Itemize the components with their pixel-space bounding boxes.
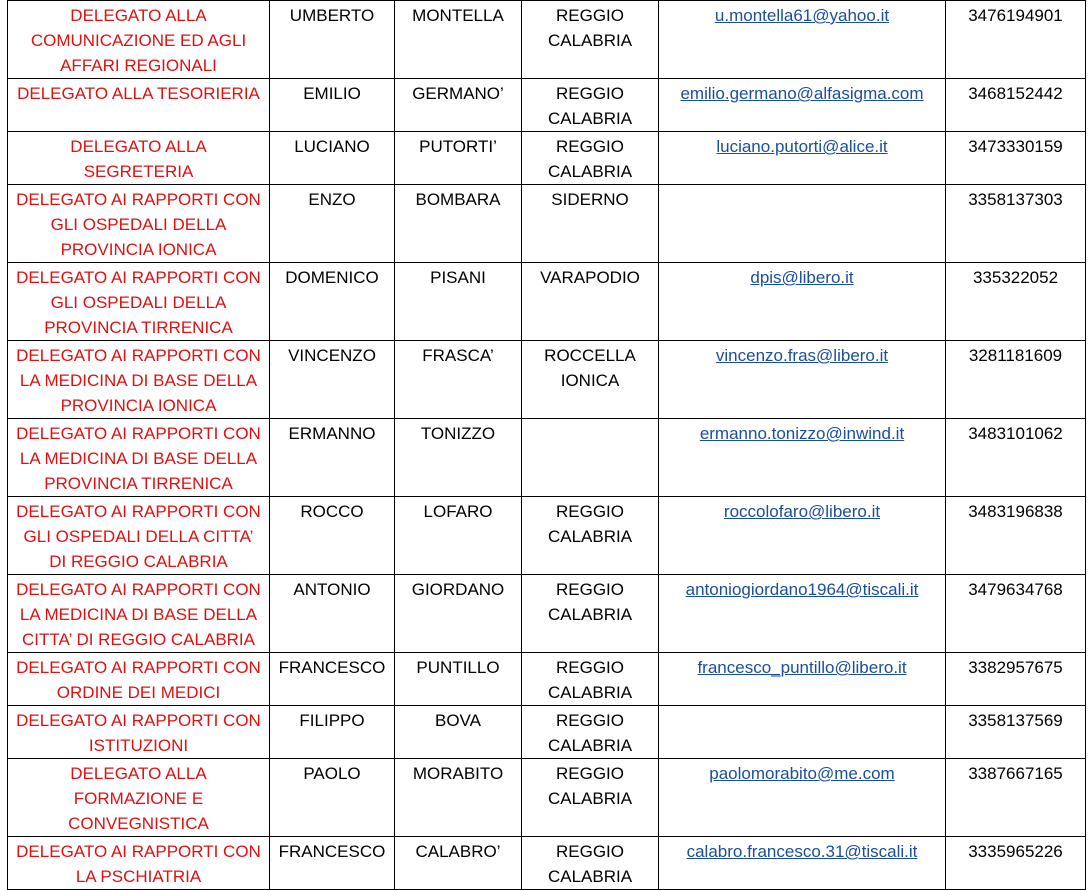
role-cell: DELEGATO ALLA SEGRETERIA bbox=[8, 132, 270, 185]
table-row bbox=[8, 706, 1086, 759]
last-name-cell: PUNTILLO bbox=[395, 653, 522, 706]
table-row bbox=[8, 653, 1086, 706]
email-link[interactable]: dpis@libero.it bbox=[750, 268, 854, 287]
email-cell bbox=[659, 185, 946, 263]
email-link[interactable]: calabro.francesco.31@tiscali.it bbox=[686, 842, 918, 861]
role-cell: DELEGATO AI RAPPORTI CON GLI OSPEDALI DELLA PROVINCIA IONICA bbox=[8, 185, 270, 263]
city-cell: REGGIO CALABRIA bbox=[522, 837, 659, 890]
city-cell: REGGIO CALABRIA bbox=[522, 706, 659, 759]
last-name-cell: GIORDANO bbox=[395, 575, 522, 653]
first-name-cell: ANTONIO bbox=[270, 575, 395, 653]
city-cell: REGGIO CALABRIA bbox=[522, 132, 659, 185]
role-cell: DELEGATO AI RAPPORTI CON ORDINE DEI MEDICI bbox=[8, 653, 270, 706]
city-cell: REGGIO CALABRIA bbox=[522, 759, 659, 837]
table-row bbox=[8, 132, 1086, 185]
email-cell bbox=[659, 263, 946, 341]
table-row bbox=[8, 497, 1086, 575]
city-cell: REGGIO CALABRIA bbox=[522, 653, 659, 706]
last-name-cell: BOMBARA bbox=[395, 185, 522, 263]
last-name-cell: PUTORTI’ bbox=[395, 132, 522, 185]
email-link[interactable]: paolomorabito@me.com bbox=[709, 764, 895, 783]
last-name-cell: MORABITO bbox=[395, 759, 522, 837]
phone-cell: 3468152442 bbox=[946, 79, 1086, 132]
phone-cell: 3483101062 bbox=[946, 419, 1086, 497]
email-link[interactable]: luciano.putorti@alice.it bbox=[716, 137, 888, 156]
role-cell: DELEGATO ALLA COMUNICAZIONE ED AGLI AFFARI REGIONALI bbox=[8, 1, 270, 79]
first-name-cell: VINCENZO bbox=[270, 341, 395, 419]
last-name-cell: CALABRO’ bbox=[395, 837, 522, 890]
email-cell bbox=[659, 575, 946, 653]
first-name-cell: ROCCO bbox=[270, 497, 395, 575]
last-name-cell: GERMANO’ bbox=[395, 79, 522, 132]
last-name-cell: FRASCA’ bbox=[395, 341, 522, 419]
first-name-cell: LUCIANO bbox=[270, 132, 395, 185]
email-link[interactable]: vincenzo.fras@libero.it bbox=[715, 346, 889, 365]
email-cell bbox=[659, 132, 946, 185]
role-cell: DELEGATO AI RAPPORTI CON ISTITUZIONI bbox=[8, 706, 270, 759]
role-cell: DELEGATO AI RAPPORTI CON LA MEDICINA DI BASE DELLA PROVINCIA TIRRENICA bbox=[8, 419, 270, 497]
phone-cell: 3479634768 bbox=[946, 575, 1086, 653]
email-cell bbox=[659, 837, 946, 890]
first-name-cell: PAOLO bbox=[270, 759, 395, 837]
city-cell: REGGIO CALABRIA bbox=[522, 1, 659, 79]
phone-cell: 3358137569 bbox=[946, 706, 1086, 759]
role-cell: DELEGATO ALLA TESORIERIA bbox=[8, 79, 270, 132]
email-cell bbox=[659, 497, 946, 575]
email-link[interactable]: emilio.germano@alfasigma.com bbox=[680, 84, 924, 103]
phone-cell: 3483196838 bbox=[946, 497, 1086, 575]
email-cell bbox=[659, 759, 946, 837]
last-name-cell: LOFARO bbox=[395, 497, 522, 575]
email-cell bbox=[659, 79, 946, 132]
table-row bbox=[8, 759, 1086, 837]
city-cell bbox=[522, 419, 659, 497]
table-row bbox=[8, 1, 1086, 79]
city-cell: VARAPODIO bbox=[522, 263, 659, 341]
phone-cell: 3473330159 bbox=[946, 132, 1086, 185]
table-row bbox=[8, 575, 1086, 653]
first-name-cell: FRANCESCO bbox=[270, 837, 395, 890]
role-cell: DELEGATO ALLA FORMAZIONE E CONVEGNISTICA bbox=[8, 759, 270, 837]
first-name-cell: UMBERTO bbox=[270, 1, 395, 79]
table-row bbox=[8, 263, 1086, 341]
table-row bbox=[8, 341, 1086, 419]
city-cell: REGGIO CALABRIA bbox=[522, 575, 659, 653]
table-row bbox=[8, 185, 1086, 263]
phone-cell: 3476194901 bbox=[946, 1, 1086, 79]
city-cell: ROCCELLA IONICA bbox=[522, 341, 659, 419]
role-cell: DELEGATO AI RAPPORTI CON GLI OSPEDALI DELLA CITTA’ DI REGGIO CALABRIA bbox=[8, 497, 270, 575]
first-name-cell: DOMENICO bbox=[270, 263, 395, 341]
phone-cell: 3387667165 bbox=[946, 759, 1086, 837]
email-link[interactable]: antoniogiordano1964@tiscali.it bbox=[685, 580, 919, 599]
first-name-cell: FRANCESCO bbox=[270, 653, 395, 706]
role-cell: DELEGATO AI RAPPORTI CON GLI OSPEDALI DELLA PROVINCIA TIRRENICA bbox=[8, 263, 270, 341]
email-cell bbox=[659, 341, 946, 419]
role-cell: DELEGATO AI RAPPORTI CON LA MEDICINA DI BASE DELLA PROVINCIA IONICA bbox=[8, 341, 270, 419]
last-name-cell: MONTELLA bbox=[395, 1, 522, 79]
city-cell: REGGIO CALABRIA bbox=[522, 79, 659, 132]
first-name-cell: FILIPPO bbox=[270, 706, 395, 759]
last-name-cell: BOVA bbox=[395, 706, 522, 759]
email-link[interactable]: ermanno.tonizzo@inwind.it bbox=[699, 424, 905, 443]
email-link[interactable]: u.montella61@yahoo.it bbox=[714, 6, 890, 25]
email-link[interactable]: roccolofaro@libero.it bbox=[723, 502, 881, 521]
phone-cell: 3382957675 bbox=[946, 653, 1086, 706]
table-row bbox=[8, 419, 1086, 497]
phone-cell: 3281181609 bbox=[946, 341, 1086, 419]
first-name-cell: ERMANNO bbox=[270, 419, 395, 497]
last-name-cell: PISANI bbox=[395, 263, 522, 341]
email-link[interactable]: francesco_puntillo@libero.it bbox=[697, 658, 907, 677]
first-name-cell: ENZO bbox=[270, 185, 395, 263]
city-cell: REGGIO CALABRIA bbox=[522, 497, 659, 575]
table-row bbox=[8, 79, 1086, 132]
first-name-cell: EMILIO bbox=[270, 79, 395, 132]
city-cell: SIDERNO bbox=[522, 185, 659, 263]
email-cell bbox=[659, 1, 946, 79]
email-cell bbox=[659, 653, 946, 706]
email-cell bbox=[659, 419, 946, 497]
role-cell: DELEGATO AI RAPPORTI CON LA PSCHIATRIA bbox=[8, 837, 270, 890]
delegates-table bbox=[7, 0, 1086, 890]
email-cell bbox=[659, 706, 946, 759]
table-row bbox=[8, 837, 1086, 890]
phone-cell: 3358137303 bbox=[946, 185, 1086, 263]
phone-cell: 335322052 bbox=[946, 263, 1086, 341]
role-cell: DELEGATO AI RAPPORTI CON LA MEDICINA DI BASE DELLA CITTA’ DI REGGIO CALABRIA bbox=[8, 575, 270, 653]
last-name-cell: TONIZZO bbox=[395, 419, 522, 497]
phone-cell: 3335965226 bbox=[946, 837, 1086, 890]
